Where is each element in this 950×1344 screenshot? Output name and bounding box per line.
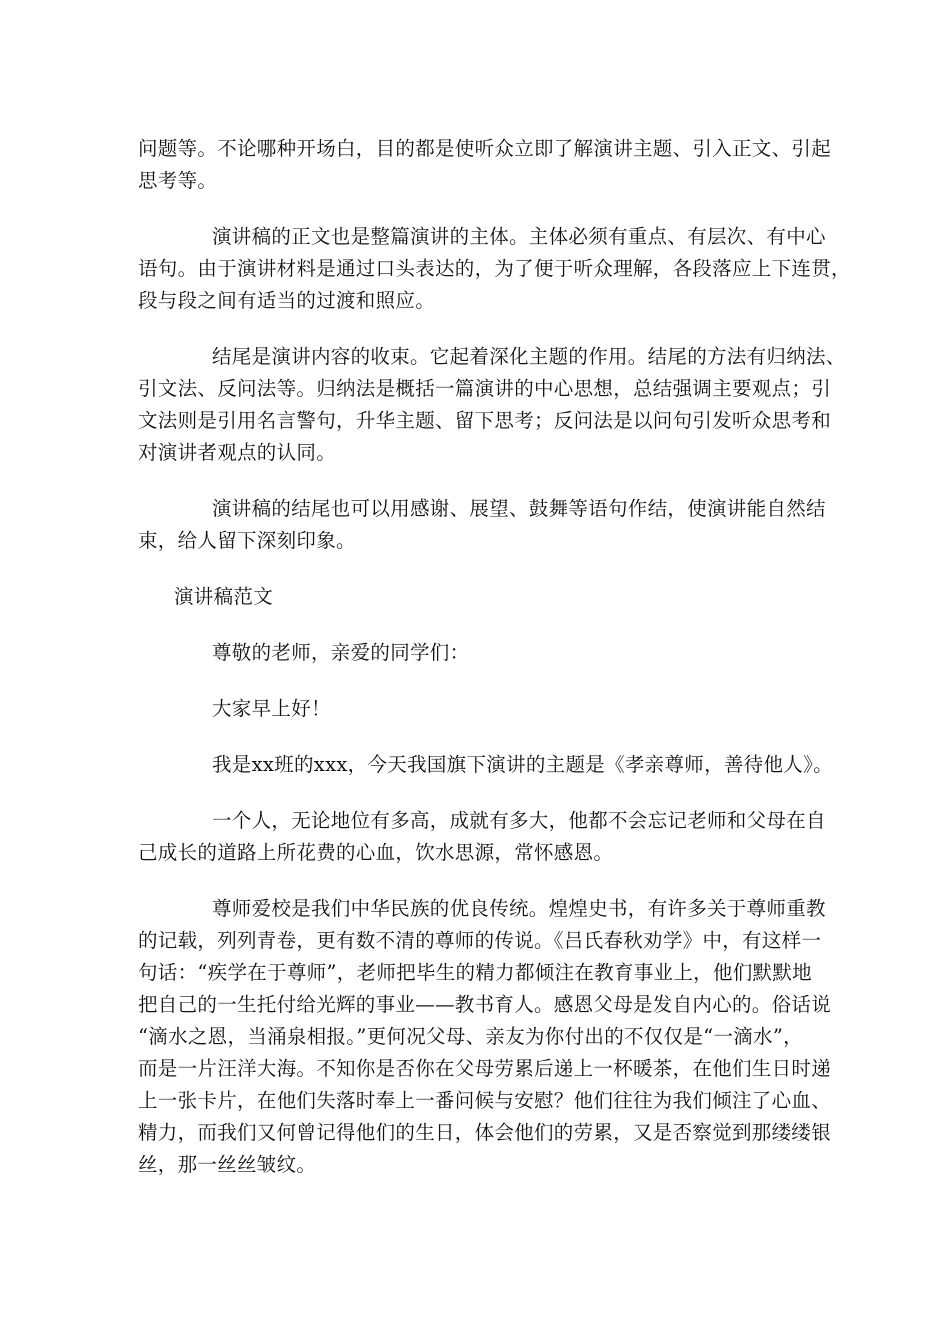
text-line: 尊敬的老师，亲爱的同学们： — [212, 641, 470, 664]
text-line: 文法则是引用名言警句，升华主题、留下思考；反问法是以问句引发听众思考和 — [138, 409, 832, 432]
text-line: 把自己的一生托付给光辉的事业——教书育人。感恩父母是发自内心的。俗话说 — [138, 993, 832, 1016]
text-line: 语句。由于演讲材料是通过口头表达的，为了便于听众理解，各段落应上下连贯， — [138, 257, 851, 280]
text-line: 己成长的道路上所花费的心血，饮水思源，常怀感恩。 — [138, 841, 614, 864]
paragraph-gratitude — [138, 805, 826, 869]
text-line: 引文法、反问法等。归纳法是概括一篇演讲的中心思想，总结强调主要观点；引 — [138, 377, 832, 400]
text-line: 一个人，无论地位有多高，成就有多大，他都不会忘记老师和父母在自 — [212, 809, 826, 832]
text-line: 丝，那一丝丝皱纹。 — [138, 1153, 317, 1176]
text-line: 演讲稿范文 — [174, 585, 274, 608]
text-line: 演讲稿的正文也是整篇演讲的主体。主体必须有重点、有层次、有中心 — [212, 225, 826, 248]
text-line: 演讲稿的结尾也可以用感谢、展望、鼓舞等语句作结，使演讲能自然结 — [212, 497, 826, 520]
text-line: 句话：“疾学在于尊师”，老师把毕生的精力都倾注在教育事业上，他们默默地 — [138, 961, 812, 984]
text-line: 束，给人留下深刻印象。 — [138, 529, 356, 552]
text-line: 尊师爱校是我们中华民族的优良传统。煌煌史书，有许多关于尊师重教 — [212, 897, 826, 920]
paragraph-ending-phrases — [138, 493, 826, 557]
text-line: 上一张卡片，在他们失落时奉上一番问候与安慰？他们往往为我们倾注了心血、 — [138, 1089, 832, 1112]
text-line: 我是xx班的xxx，今天我国旗下演讲的主题是《孝亲尊师，善待他人》。 — [212, 753, 833, 776]
paragraph-opening-continuation — [138, 133, 832, 197]
paragraph-introduction — [138, 749, 833, 781]
paragraph-respect-teachers — [138, 893, 832, 1181]
paragraph-ending-methods — [138, 341, 846, 469]
text-line: 大家早上好！ — [212, 697, 331, 720]
text-line: 对演讲者观点的认同。 — [138, 441, 337, 464]
text-line: 精力，而我们又何曾记得他们的生日，体会他们的劳累，又是否察觉到那缕缕银 — [138, 1121, 832, 1144]
paragraph-greeting — [138, 693, 810, 725]
text-line: 思考等。 — [138, 169, 218, 192]
text-line: 结尾是演讲内容的收束。它起着深化主题的作用。结尾的方法有归纳法、 — [212, 345, 846, 368]
text-line: 段与段之间有适当的过渡和照应。 — [138, 289, 436, 312]
section-heading-sample-speech — [174, 581, 846, 613]
text-line: “滴水之恩，当涌泉相报。”更何况父母、亲友为你付出的不仅仅是“一滴水”， — [138, 1025, 803, 1048]
paragraph-body-section — [138, 221, 851, 317]
text-line: 的记载，列列青卷，更有数不清的尊师的传说。《吕氏春秋劝学》中，有这样一 — [138, 929, 822, 952]
text-line: 问题等。不论哪种开场白，目的都是使听众立即了解演讲主题、引入正文、引起 — [138, 137, 832, 160]
paragraph-salutation — [138, 637, 810, 669]
text-line: 而是一片汪洋大海。不知你是否你在父母劳累后递上一杯暖茶，在他们生日时递 — [138, 1057, 832, 1080]
